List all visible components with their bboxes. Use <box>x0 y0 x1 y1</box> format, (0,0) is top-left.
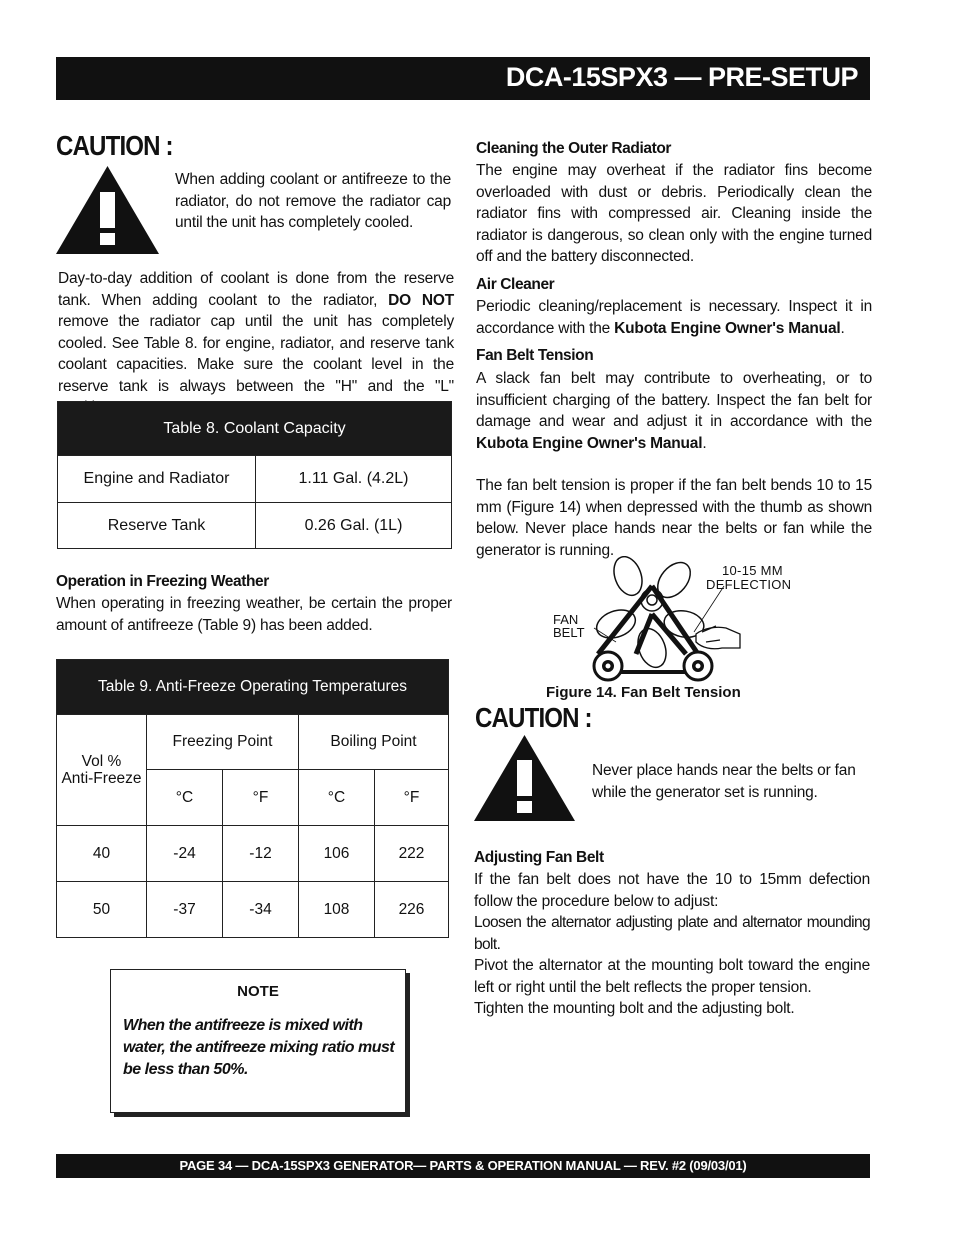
coolant-capacity-table <box>57 401 452 549</box>
table-title: Table 8. Coolant Capacity <box>58 402 452 456</box>
pulley-icon <box>594 652 622 680</box>
table-cell: -37 <box>147 882 223 938</box>
fan-belt-tension-text: The fan belt tension is proper if the fan belt bends 10 to 15 mm (Figure 14) when depressed with the thumb as shown below. Never place hands near the belts or fan while the generator is running. <box>476 477 872 559</box>
freezing-heading: Operation in Freezing Weather <box>56 573 269 590</box>
row-header-cell <box>57 715 147 826</box>
air-cleaner-heading: Air Cleaner <box>476 276 555 293</box>
caution-heading: CAUTION : <box>56 130 173 161</box>
fan-label-line: FAN <box>553 612 579 627</box>
note-text: When the antifreeze is mixed with water, the antifreeze mixing ratio must be less than 50%. <box>123 1017 395 1078</box>
note-box <box>110 969 406 1113</box>
warning-triangle-icon <box>474 735 575 821</box>
table-cell: -12 <box>223 826 299 882</box>
row-header-line: Anti-Freeze <box>61 770 142 787</box>
adjusting-heading: Adjusting Fan Belt <box>474 849 604 866</box>
adjusting-line: Pivot the alternator at the mounting bolt toward the engine left or right until the belt reflects the proper tension. <box>474 957 870 996</box>
table-row <box>58 456 452 503</box>
table-cell: Reserve Tank <box>58 503 256 549</box>
table-row <box>58 503 452 549</box>
caution-heading-2: CAUTION : <box>475 702 592 733</box>
cleaning-heading: Cleaning the Outer Radiator <box>476 140 672 157</box>
caution-text-2: Never place hands near the belts or fan while the generator set is running. <box>592 762 856 801</box>
footer-text: PAGE 34 — DCA-15SPX3 GENERATOR— PARTS & OPERATION MANUAL — REV. #2 (09/03/01) <box>179 1158 747 1173</box>
adjusting-text <box>474 869 870 1020</box>
table-cell: 1.11 Gal. (4.2L) <box>256 456 452 503</box>
air-text-part2: . <box>840 319 845 337</box>
figure-caption: Figure 14. Fan Belt Tension <box>546 684 741 701</box>
boiling-point-header: Boiling Point <box>299 715 449 770</box>
table-cell: -34 <box>223 882 299 938</box>
warning-triangle-icon <box>56 166 159 254</box>
belt-text-part2: . <box>702 434 707 452</box>
note-title: NOTE <box>237 983 279 1000</box>
coolant-text-bold: DO NOT <box>388 291 454 309</box>
table-cell: -24 <box>147 826 223 882</box>
table-cell: 106 <box>299 826 375 882</box>
freezing-text: When operating in freezing weather, be certain the proper amount of antifreeze (Table 9) has been added. <box>56 595 452 634</box>
belt-text-part1: A slack fan belt may contribute to overheating, or to insufficient charging of the battery. Inspect the fan belt for damage and wear and adjust it in accordance with the <box>476 370 872 430</box>
air-cleaner-text <box>476 296 872 339</box>
air-text-bold: Kubota Engine Owner's Manual <box>614 319 841 337</box>
row-header-line: Vol % <box>81 753 122 770</box>
coolant-text-part2: remove the radiator cap until the unit has completely cooled. See Table 8. for engine, radiator, and reserve tank coolant capacities. Make sure the coolant level in the reserve tank is always between the "H" and the "L" <box>58 313 454 395</box>
fan-belt-text <box>476 368 872 454</box>
pulley-icon <box>684 652 712 680</box>
table-cell: 226 <box>375 882 449 938</box>
freezing-point-header: Freezing Point <box>147 715 299 770</box>
air-text-part1: Periodic cleaning/replacement is necessary. Inspect it in accordance with the <box>476 298 872 337</box>
page-header-bar <box>56 57 870 100</box>
fan-belt-heading: Fan Belt Tension <box>476 347 594 364</box>
adjusting-line: Tighten the mounting bolt and the adjusting bolt. <box>474 1000 795 1017</box>
unit-header: °F <box>375 770 449 826</box>
table-cell: 0.26 Gal. (1L) <box>256 503 452 549</box>
table-cell: 222 <box>375 826 449 882</box>
fan-belt-label <box>553 613 585 639</box>
table-row <box>57 826 449 882</box>
belt-label-line: BELT <box>553 625 585 640</box>
unit-header: °F <box>223 770 299 826</box>
antifreeze-table <box>56 659 449 938</box>
unit-header: °C <box>147 770 223 826</box>
belt-text-bold: Kubota Engine Owner's Manual <box>476 434 703 452</box>
table-row <box>57 882 449 938</box>
page-title: DCA-15SPX3 — PRE-SETUP <box>505 62 858 92</box>
cleaning-text: The engine may overheat if the radiator fins become overloaded with dust or debris. Periodically clean the radiator fins with compressed air. Cleaning inside the radiator is dangerous, so clean only with the engine turned off and the battery disconnected. <box>476 162 872 265</box>
coolant-paragraph <box>58 268 454 419</box>
coolant-text-part1: Day-to-day addition of coolant is done from the reserve tank. When adding coolant to the radiator, <box>58 270 454 309</box>
unit-header: °C <box>299 770 375 826</box>
table-cell: 108 <box>299 882 375 938</box>
table-cell: 50 <box>57 882 147 938</box>
adjusting-line: If the fan belt does not have the 10 to 15mm defection follow the procedure below to adjust: <box>474 871 870 910</box>
deflection-label-2: DEFLECTION <box>706 577 792 592</box>
deflection-label-line: 10-15 MM <box>722 563 783 578</box>
table-cell: Engine and Radiator <box>58 456 256 503</box>
table-title: Table 9. Anti-Freeze Operating Temperatures <box>57 660 449 715</box>
deflection-label <box>722 564 783 578</box>
fan-belt-diagram <box>546 556 836 682</box>
table-cell: 40 <box>57 826 147 882</box>
caution-text: When adding coolant or antifreeze to the radiator, do not remove the radiator cap until the unit has completely cooled. <box>175 171 451 231</box>
adjusting-line: Loosen the alternator adjusting plate and alternator mounding bolt. <box>474 914 870 953</box>
page-footer-bar <box>56 1154 870 1178</box>
